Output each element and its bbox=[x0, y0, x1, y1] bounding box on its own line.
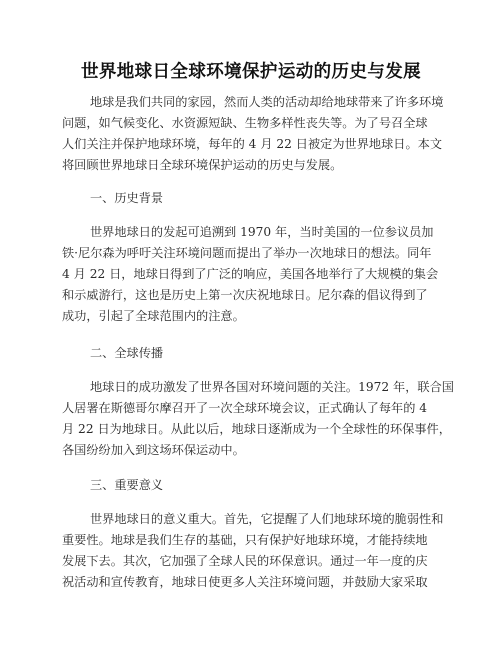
paragraph-line: 祝活动和宣传教育，地球日使更多人关注环境问题，并鼓励大家采取 bbox=[62, 575, 428, 589]
section-heading-global-spread: 二、全球传播 bbox=[90, 346, 164, 360]
paragraph-line: 各国纷纷加入到这场环保运动中。 bbox=[62, 443, 245, 457]
paragraph-line: 人居署在斯德哥尔摩召开了一次全球环境会议，正式确认了每年的 4 bbox=[62, 401, 428, 415]
paragraph-line: 将回顾世界地球日全球环境保护运动的历史与发展。 bbox=[62, 158, 343, 172]
paragraph-line: 问题，如气候变化、水资源短缺、生物多样性丧失等。为了号召全球 bbox=[62, 116, 428, 130]
intro-paragraph bbox=[62, 92, 462, 176]
paragraph-line: 地球是我们共同的家园，然而人类的活动却给地球带来了许多环境 bbox=[90, 95, 444, 109]
page-title: 世界地球日全球环境保护运动的历史与发展 bbox=[80, 62, 422, 82]
paragraph-line: 4 月 22 日，地球日得到了广泛的响应，美国各地举行了大规模的集会 bbox=[62, 267, 439, 281]
paragraph-line: 铁·尼尔森为呼吁关注环境问题而提出了举办一次地球日的想法。同年 bbox=[62, 246, 432, 260]
section-paragraph-history bbox=[62, 222, 462, 327]
section-paragraph-global-spread bbox=[62, 377, 462, 461]
section-heading-significance: 三、重要意义 bbox=[90, 478, 164, 492]
paragraph-line: 重要性。地球是我们生存的基础，只有保护好地球环境，才能持续地 bbox=[62, 533, 428, 547]
paragraph-line: 月 22 日为地球日。从此以后，地球日逐渐成为一个全球性的环保事件， bbox=[62, 422, 451, 436]
section-heading-history: 一、历史背景 bbox=[90, 191, 164, 205]
paragraph-line: 人们关注并保护地球环境，每年的 4 月 22 日被定为世界地球日。本文 bbox=[62, 137, 443, 151]
paragraph-line: 和示威游行，这也是历史上第一次庆祝地球日。尼尔森的倡议得到了 bbox=[62, 288, 428, 302]
paragraph-line: 世界地球日的意义重大。首先，它提醒了人们地球环境的脆弱性和 bbox=[90, 512, 444, 526]
paragraph-line: 地球日的成功激发了世界各国对环境问题的关注。1972 年，联合国 bbox=[90, 380, 454, 394]
section-paragraph-significance bbox=[62, 509, 462, 593]
paragraph-line: 成功，引起了全球范围内的注意。 bbox=[62, 309, 245, 323]
paragraph-line: 发展下去。其次，它加强了全球人民的环保意识。通过一年一度的庆 bbox=[62, 554, 428, 568]
paragraph-line: 世界地球日的发起可追溯到 1970 年，当时美国的一位参议员加 bbox=[90, 225, 434, 239]
